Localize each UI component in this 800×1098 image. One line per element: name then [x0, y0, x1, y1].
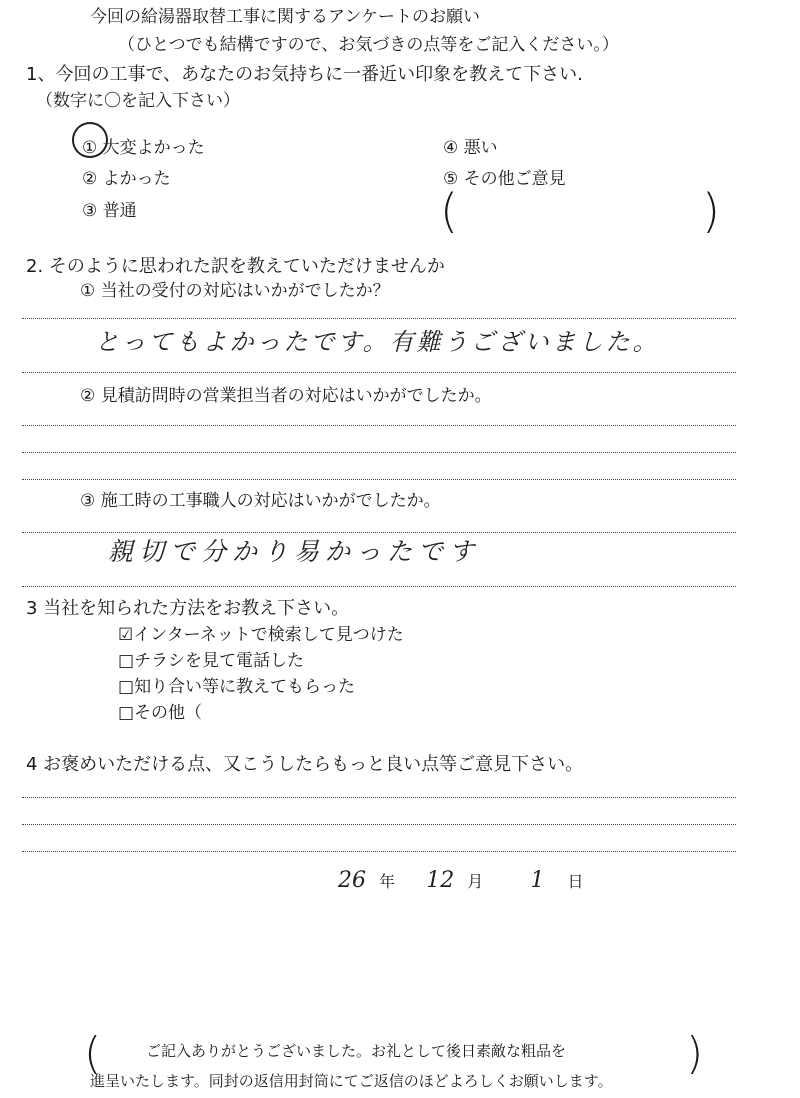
checkbox-icon[interactable]: □: [118, 651, 135, 671]
q2-sub3: ③ 施工時の工事職人の対応はいかがでしたか。: [80, 491, 441, 511]
q3-option-4[interactable]: [118, 698, 202, 723]
q1-option-4-label: 悪い: [463, 138, 498, 158]
date-year-handwritten: 26: [338, 868, 366, 893]
answer-line: [22, 797, 736, 798]
q2-answer3-handwritten: 親切で分かり易かったです: [108, 537, 481, 566]
q4-question: 4 お褒めいただける点、又こうしたらもっと良い点等ご意見下さい。: [26, 754, 584, 775]
q3-option-3-label: 知り合い等に教えてもらった: [134, 677, 356, 697]
footer-line-1: ご記入ありがとうございました。お礼として後日素敵な粗品を: [146, 1042, 567, 1060]
q2-question: 2. そのように思われた訳を教えていただけませんか: [26, 256, 445, 277]
answer-line: [22, 372, 736, 373]
date-day-unit: 日: [567, 872, 584, 891]
answer-line: [22, 824, 736, 825]
q1-option-4-num: ④: [443, 138, 459, 158]
answer-line: [22, 318, 736, 319]
q3-option-1-label: インターネットで検索して見つけた: [133, 625, 404, 645]
date-year-unit: 年: [379, 872, 396, 891]
page-title: 今回の給湯器取替工事に関するアンケートのお願い: [90, 7, 480, 27]
q1-option-3[interactable]: [82, 196, 137, 221]
checkbox-icon[interactable]: □: [118, 703, 135, 723]
q1-instruction: （数字に〇を記入下さい）: [36, 91, 240, 111]
q3-option-2[interactable]: [118, 646, 304, 671]
q1-option-2[interactable]: [82, 164, 171, 189]
date-day-handwritten: 1: [530, 868, 545, 893]
q1-option-1[interactable]: [82, 133, 205, 158]
answer-line: [22, 586, 736, 587]
q1-option-2-num: ②: [82, 169, 98, 189]
q2-sub2: ② 見積訪問時の営業担当者の対応はいかがでしたか。: [80, 386, 492, 406]
q2-sub1: ① 当社の受付の対応はいかがでしたか？: [80, 281, 390, 301]
answer-line: [22, 452, 736, 453]
page-subtitle: （ひとつでも結構ですので、お気づきの点等をご記入ください。）: [118, 35, 619, 55]
q1-option-3-label: 普通: [102, 201, 137, 221]
q2-answer1-handwritten: とってもよかったです。有難うございました。: [95, 328, 660, 356]
checked-checkbox-icon[interactable]: ☑: [118, 625, 134, 645]
date-month-unit: 月: [467, 872, 484, 891]
date-row: [338, 868, 584, 893]
footer-paren-close: ): [686, 1028, 704, 1079]
q3-option-2-label: チラシを見て電話した: [134, 651, 305, 671]
answer-line: [22, 425, 736, 426]
q3-question: 3 当社を知られた方法をお教え下さい。: [26, 598, 350, 619]
footer-line-2: 進呈いたします。同封の返信用封筒にてご返信のほどよろしくお願いします。: [90, 1072, 613, 1090]
checkbox-icon[interactable]: □: [118, 677, 135, 697]
q1-option-3-num: ③: [82, 201, 98, 221]
q1-option-2-label: よかった: [102, 169, 171, 189]
q1-question: 1、今回の工事で、あなたのお気持ちに一番近い印象を教えて下さい.: [26, 64, 583, 85]
date-month-handwritten: 12: [426, 868, 455, 893]
q1-other-paren-close: ): [702, 184, 720, 238]
answer-line: [22, 479, 736, 480]
q1-option-1-label: 大変よかった: [102, 138, 205, 158]
q1-option-5-label: その他ご意見: [463, 169, 566, 189]
answer-line: [22, 851, 736, 852]
q3-option-3[interactable]: [118, 672, 355, 697]
q1-option-5[interactable]: [443, 164, 566, 189]
q1-option-4[interactable]: [443, 133, 498, 158]
q1-option-1-num: ①: [82, 138, 98, 158]
q3-option-4-label: その他（: [134, 703, 203, 723]
q1-option-5-num: ⑤: [443, 169, 459, 189]
footer-paren-open: (: [84, 1028, 102, 1079]
q3-option-1[interactable]: [118, 620, 404, 645]
q1-other-paren-open: (: [440, 184, 458, 238]
